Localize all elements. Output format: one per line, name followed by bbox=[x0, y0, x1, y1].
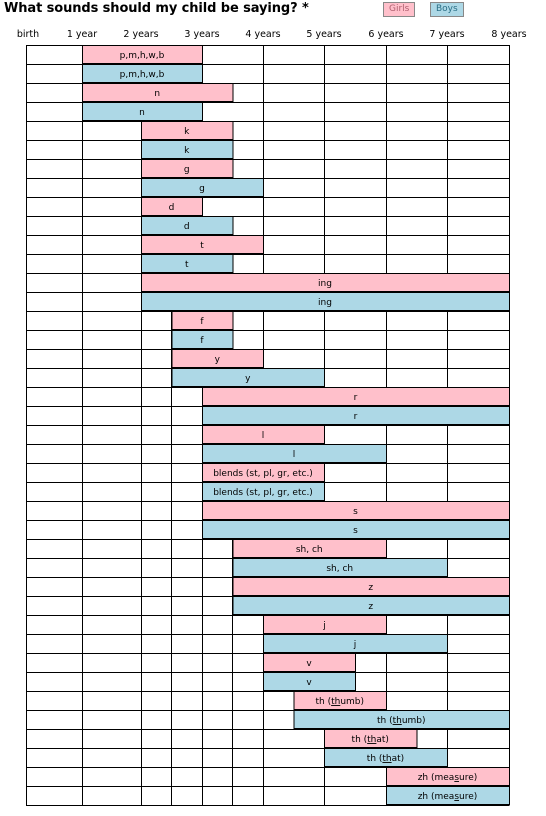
x-tick-label: 4 years bbox=[245, 29, 281, 40]
bar-label: l bbox=[292, 450, 296, 460]
bar-label: v bbox=[306, 659, 312, 669]
bar-label: d bbox=[183, 222, 190, 232]
legend-girls: Girls bbox=[383, 2, 415, 17]
bar-label: zh (measure) bbox=[417, 792, 478, 802]
bar-label: th (that) bbox=[351, 735, 389, 745]
x-tick-label: 1 year bbox=[66, 29, 98, 40]
bar-label: s bbox=[353, 507, 358, 517]
x-tick-label: 5 years bbox=[306, 29, 342, 40]
bar-label: k bbox=[184, 146, 190, 156]
x-tick-label: 6 years bbox=[368, 29, 404, 40]
bar-label: n bbox=[154, 89, 161, 99]
bar-label: d bbox=[168, 203, 175, 213]
bar-label: blends (st, pl, gr, etc.) bbox=[213, 469, 313, 479]
bar-label: f bbox=[200, 317, 204, 327]
bar-label: y bbox=[245, 374, 251, 384]
bar-label: g bbox=[183, 165, 190, 175]
bar-label: th (that) bbox=[366, 754, 405, 764]
bar-label: v bbox=[306, 678, 312, 688]
bar-label: y bbox=[214, 355, 220, 365]
bar-label: zh (measure) bbox=[417, 773, 478, 783]
bar-label: z bbox=[368, 583, 374, 593]
bar-label: p,m,h,w,b bbox=[119, 51, 165, 61]
bar-label: k bbox=[184, 127, 190, 137]
page-title: What sounds should my child be saying? * bbox=[4, 1, 309, 16]
bar-label: r bbox=[353, 393, 358, 403]
bar-label: t bbox=[200, 241, 204, 251]
bar-label: f bbox=[200, 336, 204, 346]
bar-label: ing bbox=[318, 279, 332, 289]
legend-boys: Boys bbox=[430, 2, 464, 17]
bar-label: g bbox=[199, 184, 205, 194]
bar-label: l bbox=[261, 431, 265, 441]
bar-label: th (thumb) bbox=[376, 716, 426, 726]
bar-label: t bbox=[184, 260, 189, 270]
x-tick-label: 3 years bbox=[184, 29, 220, 40]
bar-label: z bbox=[368, 602, 374, 612]
bar-label: r bbox=[353, 412, 358, 422]
x-tick-label: birth bbox=[16, 29, 40, 40]
bar-label: p,m,h,w,b bbox=[119, 70, 165, 80]
bar-label: th (thumb) bbox=[315, 697, 365, 707]
x-tick-label: 7 years bbox=[429, 29, 465, 40]
x-tick-label: 2 years bbox=[123, 29, 159, 40]
bar-label: sh, ch bbox=[326, 564, 354, 574]
bar-label: ing bbox=[318, 298, 332, 308]
bar-label: s bbox=[353, 526, 358, 536]
bar-label: j bbox=[353, 640, 357, 650]
x-tick-label: 8 years bbox=[491, 29, 527, 40]
bar-label: j bbox=[323, 621, 326, 631]
bar-label: sh, ch bbox=[295, 545, 323, 555]
bar-label: blends (st, pl, gr, etc.) bbox=[213, 488, 313, 498]
bar-label: n bbox=[139, 108, 145, 118]
